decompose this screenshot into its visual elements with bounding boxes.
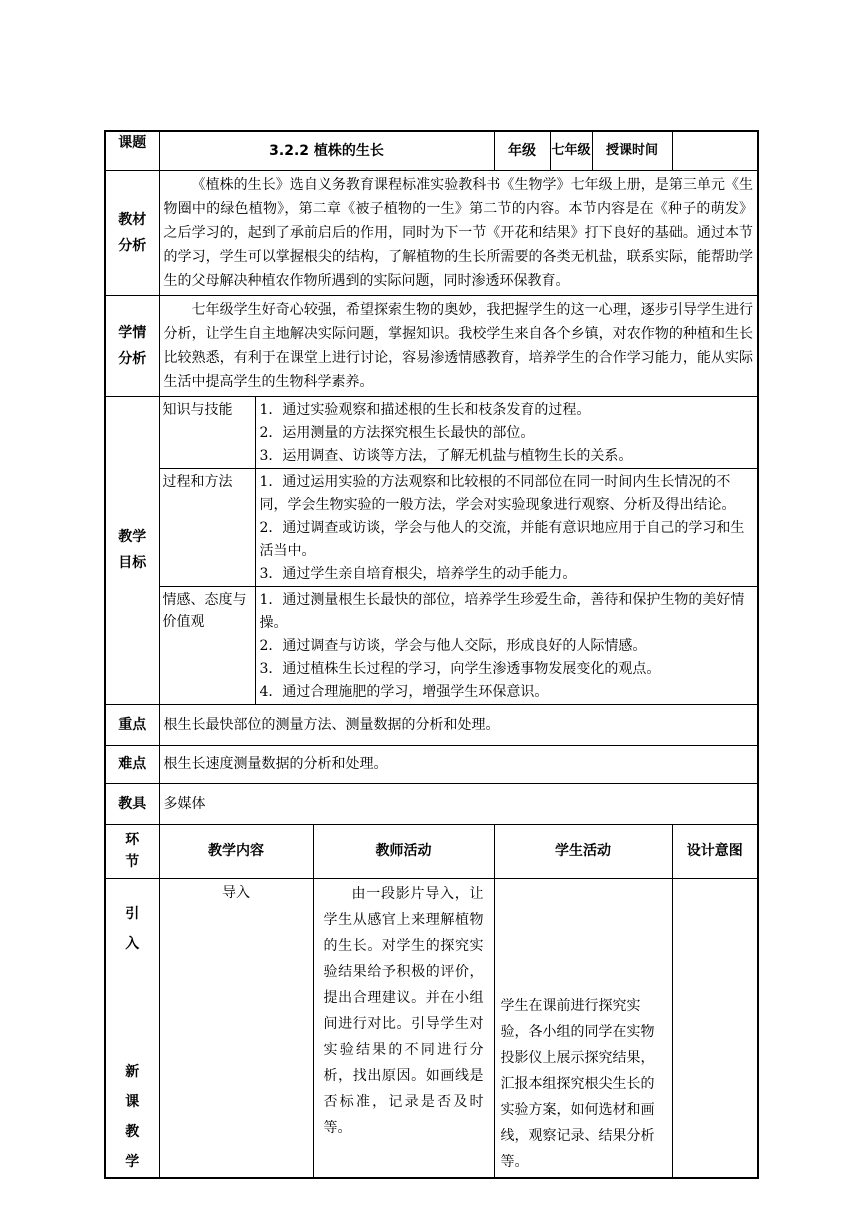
goals-label: 教学目标 — [105, 396, 159, 704]
goal-row-attitude — [105, 586, 758, 704]
tools-label: 教具 — [105, 783, 159, 824]
key-point-text: 根生长最快部位的测量方法、测量数据的分析和处理。 — [159, 704, 758, 745]
goal-item: 3．通过学生亲自培育根尖，培养学生的动手能力。 — [259, 565, 577, 582]
time-value — [672, 131, 758, 170]
goal-item: 2．通过调查与访谈，学会与他人交际，形成良好的人际情感。 — [259, 637, 647, 654]
goal-row-knowledge — [105, 396, 758, 468]
process-content-header: 教学内容 — [159, 824, 313, 878]
textbook-row — [105, 170, 758, 295]
grade-label: 年级 — [494, 131, 550, 170]
time-label: 授课时间 — [592, 131, 672, 170]
students-row — [105, 295, 758, 396]
topic-value: 3.2.2 植株的生长 — [159, 131, 494, 170]
goal-group-label: 过程和方法 — [159, 468, 255, 586]
goal-item: 2．通过调查或访谈，学会与他人的交流，并能有意识地应用于自己的学习和生活当中。 — [259, 519, 745, 559]
goal-item: 2．运用测量的方法探究根生长最快的部位。 — [259, 424, 535, 441]
difficulty-label: 难点 — [105, 745, 159, 783]
tools-row — [105, 783, 758, 824]
goal-group-items — [255, 396, 758, 468]
students-text: 七年级学生好奇心较强，希望探索生物的奥妙，我把握学生的这一心理，逐步引导学生进行分析，让学生自主地解决实际问题，掌握知识。我校学生来自各个乡镇，对农作物的种植和生长比较熟悉，有利于在课堂上进行讨论，容易渗透情感教育，培养学生的合作学习能力，能从实际生活中提高学生的生物科学素养。 — [159, 295, 758, 396]
process-stage-cell — [105, 878, 159, 1178]
process-student-cell: 学生在课前进行探究实验，各小组的同学在实物投影仪上展示探究结果，汇报本组探究根尖生长的实验方案，如何选材和画线，观察记录、结果分析等。 — [494, 878, 672, 1178]
key-point-row — [105, 704, 758, 745]
topic-label: 课题 — [105, 131, 159, 170]
goal-group-items — [255, 586, 758, 704]
goal-item: 4．通过合理施肥的学习，增强学生环保意识。 — [259, 683, 549, 700]
difficulty-text: 根生长速度测量数据的分析和处理。 — [159, 745, 758, 783]
goal-item: 1．通过运用实验的方法观察和比较根的不同部位在同一时间内生长情况的不同，学会生物实验的一般方法，学会对实验现象进行观察、分析及得出结论。 — [259, 473, 736, 513]
goal-item: 1．通过实验观察和描述根的生长和枝条发育的过程。 — [259, 401, 591, 418]
process-content-cell: 导入 — [159, 878, 313, 1178]
process-intent-header: 设计意图 — [672, 824, 758, 878]
textbook-label: 教材分析 — [105, 170, 159, 295]
key-point-label: 重点 — [105, 704, 159, 745]
process-stage-header: 环节 — [105, 824, 159, 878]
process-intent-cell — [672, 878, 758, 1178]
difficulty-row — [105, 745, 758, 783]
lesson-plan — [104, 130, 757, 1179]
stage-intro: 引入 — [125, 905, 140, 952]
stage-new-lesson: 新课教学 — [125, 1063, 140, 1170]
goal-group-label: 知识与技能 — [159, 396, 255, 468]
lesson-plan-table — [104, 130, 759, 1179]
goal-item: 1．通过测量根生长最快的部位，培养学生珍爱生命，善待和保护生物的美好情操。 — [259, 591, 745, 631]
goal-item: 3．通过植株生长过程的学习，向学生渗透事物发展变化的观点。 — [259, 660, 661, 677]
goal-group-items — [255, 468, 758, 586]
process-body-row — [105, 878, 758, 1178]
header-row — [105, 131, 758, 170]
process-teacher-cell: 由一段影片导入，让学生从感官上来理解植物的生长。对学生的探究实验结果给予积极的评价，提出合理建议。并在小组间进行对比。引导学生对实验结果的不同进行分析，找出原因。如画线是否标准，记录是否及时等。 — [313, 878, 494, 1178]
goal-group-label: 情感、态度与价值观 — [159, 586, 255, 704]
students-label: 学情分析 — [105, 295, 159, 396]
goal-item: 3．运用调查、访谈等方法，了解无机盐与植物生长的关系。 — [259, 447, 633, 464]
textbook-text: 《植株的生长》选自义务教育课程标准实验教科书《生物学》七年级上册，是第三单元《生物圈中的绿色植物》，第二章《被子植物的一生》第二节的内容。本节内容是在《种子的萌发》之后学习的，起到了承前启后的作用，同时为下一节《开花和结果》打下良好的基础。通过本节的学习，学生可以掌握根尖的结构，了解植物的生长所需要的各类无机盐，联系实际，能帮助学生的父母解决种植农作物所遇到的实际问题，同时渗透环保教育。 — [159, 170, 758, 295]
process-teacher-header: 教师活动 — [313, 824, 494, 878]
grade-value: 七年级 — [550, 131, 592, 170]
goal-row-process — [105, 468, 758, 586]
process-header-row — [105, 824, 758, 878]
tools-text: 多媒体 — [159, 783, 758, 824]
process-student-header: 学生活动 — [494, 824, 672, 878]
